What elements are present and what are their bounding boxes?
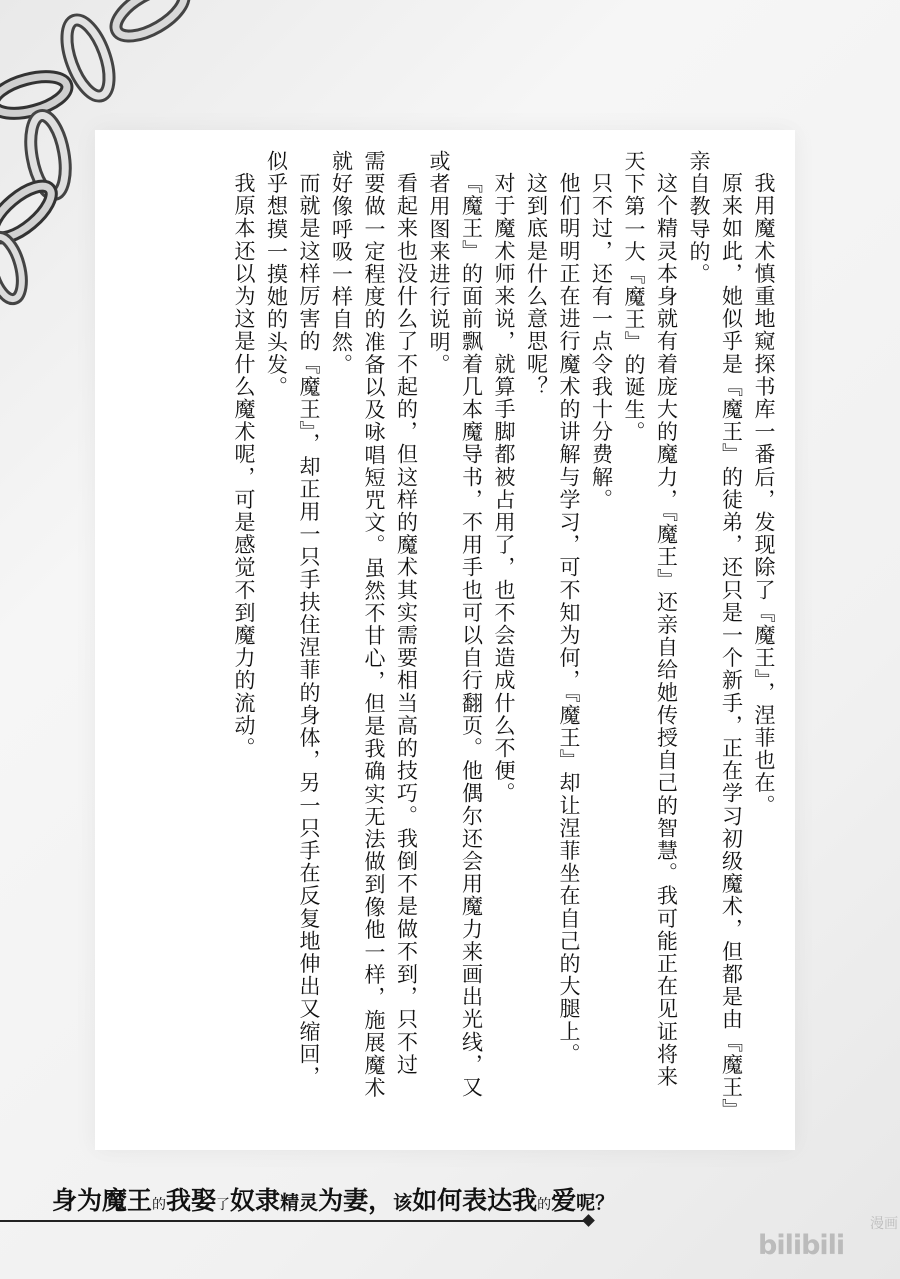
paragraph: 这到底是什么意思呢？ xyxy=(524,172,549,398)
title-part: 呢？ xyxy=(576,1192,615,1214)
paragraph-continuation: 亲自教导的。 xyxy=(687,150,711,286)
title-part: 的 xyxy=(152,1197,167,1213)
paragraph: 而就是这样厉害的『魔王』，却正用一只手扶住涅菲的身体，另一只手在反复地伸出又缩回， xyxy=(297,172,321,1089)
title-part: 如何表达我 xyxy=(412,1186,538,1215)
paragraph: 他们明明正在进行魔术的讲解与学习，可不知为何，『魔王』却让涅菲坐在自己的大腿上。 xyxy=(557,172,581,1066)
title-part: 魔王 xyxy=(102,1186,153,1215)
paragraph: 只不过，还有一点令我十分费解。 xyxy=(589,172,614,511)
title-part: 了 xyxy=(216,1197,231,1213)
paragraph-continuation: 天下第一大『魔王』的诞生。 xyxy=(622,150,646,444)
paragraph: 原来如此，她似乎是『魔王』的徒弟，还只是一个新手，正在学习初级魔术，但都是由『魔王』 xyxy=(719,172,744,1122)
title-part: 我娶 xyxy=(166,1186,217,1215)
title-part: 身为 xyxy=(52,1186,103,1215)
title-part: 该 xyxy=(393,1192,413,1214)
paragraph-continuation: 需要做一定程度的准备以及咏唱短咒文。虽然不甘心，但是我确实无法做到像他一样，施展魔术 xyxy=(362,150,386,1100)
title-part: 的 xyxy=(537,1197,552,1213)
paragraph: 对于魔术师来说，就算手脚都被占用了，也不会造成什么不便。 xyxy=(492,172,516,805)
paragraph: 『魔王』的面前飘着几本魔导书，不用手也可以自行翻页。他偶尔还会用魔力来画出光线，又 xyxy=(459,172,484,1099)
paragraph: 我原本还以为这是什么魔术呢，可是感觉不到魔力的流动。 xyxy=(232,172,256,760)
watermark-brand: bilibili xyxy=(758,1230,845,1261)
paragraph-continuation: 或者用图来进行说明。 xyxy=(427,150,451,376)
title-part: 精灵 xyxy=(280,1192,319,1214)
paragraph: 我用魔术慎重地窥探书库一番后，发现除了『魔王』，涅菲也在。 xyxy=(752,172,776,817)
title-part: 为妻， xyxy=(318,1186,394,1215)
paragraph-continuation: 就好像呼吸一样自然。 xyxy=(329,150,354,376)
paragraph-continuation: 似乎想摸一摸她的头发。 xyxy=(264,150,289,399)
paragraph: 这个精灵本身就有着庞大的魔力，『魔王』还亲自给她传授自己的智慧。我可能正在见证将来 xyxy=(654,172,679,1089)
book-title-footer xyxy=(52,1181,615,1221)
title-part: 爱 xyxy=(551,1186,577,1215)
footer-divider xyxy=(0,1220,590,1222)
novel-text-column xyxy=(110,150,780,1150)
title-part: 奴隶 xyxy=(230,1186,281,1215)
bilibili-watermark xyxy=(758,1212,900,1272)
watermark-comic-label: 漫画 xyxy=(870,1216,898,1232)
paragraph: 看起来也没什么了不起的，但这样的魔术其实需要相当高的技巧。我倒不是做不到，只不过 xyxy=(394,172,419,1076)
